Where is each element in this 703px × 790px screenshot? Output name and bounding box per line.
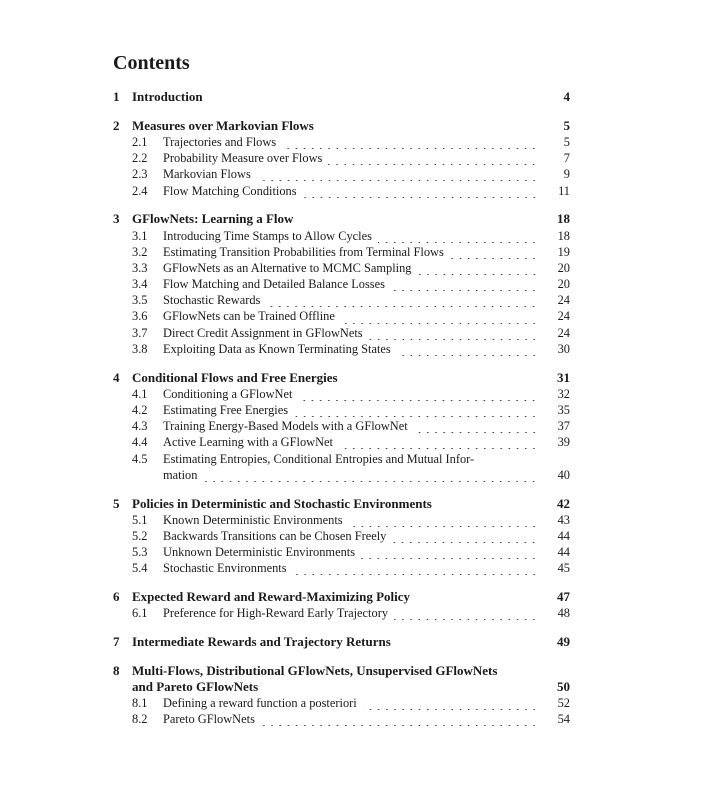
toc-subsection-entry[interactable]: [113, 228, 570, 244]
subsection-page-number: 32: [557, 386, 570, 401]
toc-subsection-entry[interactable]: [113, 341, 570, 357]
subsection-page-number: 54: [557, 712, 570, 727]
subsection-title: Flow Matching Conditions: [163, 183, 297, 198]
dot-leader: [361, 551, 538, 559]
subsection-number: 3.1: [132, 228, 148, 243]
toc-section-entry[interactable]: [113, 589, 570, 605]
subsection-page-number: 18: [557, 228, 570, 243]
toc-subsection-entry[interactable]: [113, 386, 570, 402]
dot-leader: [369, 332, 538, 340]
subsection-title: Defining a reward function a posteriori: [163, 696, 357, 711]
subsection-page-number: 7: [563, 151, 570, 166]
toc-subsection-entry[interactable]: [113, 134, 570, 150]
section-page-number: 47: [557, 589, 570, 605]
subsection-page-number: 37: [557, 419, 570, 434]
subsection-page-number: 45: [557, 561, 570, 576]
dot-leader: [392, 535, 538, 543]
subsection-title: Conditioning a GFlowNet: [163, 386, 293, 401]
subsection-number: 4.5: [132, 451, 148, 466]
subsection-number: 3.3: [132, 260, 148, 275]
toc-section-entry[interactable]: [113, 496, 570, 512]
toc-section-entry[interactable]: [113, 89, 570, 105]
subsection-number: 4.2: [132, 402, 148, 417]
dot-leader: [450, 251, 538, 259]
subsection-number: 5.1: [132, 512, 148, 527]
section-page-number: 5: [563, 117, 570, 133]
section-page-number: 31: [557, 369, 570, 385]
toc-section-entry[interactable]: [113, 663, 570, 679]
dot-leader: [418, 267, 539, 275]
section-number: 3: [113, 211, 120, 227]
subsection-page-number: 44: [557, 528, 570, 543]
subsection-number: 3.8: [132, 341, 148, 356]
subsection-title-continued: mation: [163, 467, 198, 482]
toc-list: [113, 89, 570, 728]
subsection-number: 2.2: [132, 151, 148, 166]
subsection-page-number: 40: [557, 467, 570, 482]
toc-subsection-entry[interactable]: [113, 325, 570, 341]
toc-subsection-entry[interactable]: [113, 560, 570, 576]
subsection-page-number: 30: [557, 341, 570, 356]
dot-leader: [261, 718, 538, 726]
subsection-title: Introducing Time Stamps to Allow Cycles: [163, 228, 372, 243]
section-number: 2: [113, 117, 120, 133]
subsection-number: 8.1: [132, 696, 148, 711]
dot-leader: [298, 393, 538, 401]
section-page-number: 4: [563, 89, 570, 104]
dot-leader: [397, 348, 538, 356]
subsection-number: 5.3: [132, 545, 148, 560]
section-number: 5: [113, 495, 120, 511]
subsection-page-number: 48: [557, 606, 570, 621]
toc-section-entry[interactable]: [113, 370, 570, 386]
section-title: Introduction: [132, 89, 203, 104]
dot-leader: [294, 409, 538, 417]
subsection-number: 3.5: [132, 293, 148, 308]
subsection-page-number: 39: [557, 435, 570, 450]
subsection-title: Unknown Deterministic Environments: [163, 545, 356, 560]
subsection-number: 2.4: [132, 183, 148, 198]
subsection-title: GFlowNets can be Trained Offline: [163, 309, 335, 324]
subsection-page-number: 43: [557, 512, 570, 527]
subsection-title: Direct Credit Assignment in GFlowNets: [163, 325, 363, 340]
toc-subsection-entry[interactable]: [113, 695, 570, 711]
dot-leader: [363, 702, 538, 710]
subsection-number: 5.4: [132, 561, 148, 576]
subsection-page-number: 35: [557, 402, 570, 417]
subsection-title: Pareto GFlowNets: [163, 712, 255, 727]
dot-leader: [257, 173, 538, 181]
subsection-page-number: 52: [557, 696, 570, 711]
dot-leader: [349, 519, 538, 527]
toc-subsection-entry[interactable]: [113, 434, 570, 450]
subsection-title: Training Energy-Based Models with a GFlowNet: [163, 419, 408, 434]
toc-section-entry-continued[interactable]: [113, 679, 570, 695]
subsection-page-number: 9: [563, 167, 570, 182]
toc-subsection-entry[interactable]: [113, 292, 570, 308]
section-title: Conditional Flows and Free Energies: [132, 369, 338, 385]
subsection-title: Probability Measure over Flows: [163, 151, 323, 166]
toc-subsection-entry[interactable]: [113, 260, 570, 276]
subsection-title: Estimating Entropies, Conditional Entropies and Mutual Infor-: [163, 451, 475, 466]
subsection-title: Stochastic Environments: [163, 561, 287, 576]
section-number: 4: [113, 369, 120, 385]
subsection-title: Stochastic Rewards: [163, 293, 261, 308]
section-number: 7: [113, 634, 120, 649]
toc-subsection-entry[interactable]: [113, 512, 570, 528]
section-number: 6: [113, 589, 120, 605]
section-page-number: 49: [557, 634, 570, 649]
table-of-contents: [113, 50, 570, 728]
subsection-page-number: 44: [557, 545, 570, 560]
subsection-number: 2.3: [132, 167, 148, 182]
section-page-number: 50: [557, 678, 570, 694]
toc-section-entry[interactable]: [113, 118, 570, 134]
dot-leader: [414, 425, 538, 433]
subsection-title: Trajectories and Flows: [163, 134, 277, 149]
subsection-number: 8.2: [132, 712, 148, 727]
dot-leader: [339, 441, 538, 449]
subsection-title: Flow Matching and Detailed Balance Losses: [163, 277, 385, 292]
subsection-number: 3.6: [132, 309, 148, 324]
toc-subsection-entry-continued[interactable]: [113, 467, 570, 483]
section-title: Measures over Markovian Flows: [132, 117, 314, 133]
section-title: Expected Reward and Reward-Maximizing Policy: [132, 589, 411, 605]
section-title: Intermediate Rewards and Trajectory Returns: [132, 634, 391, 649]
subsection-page-number: 19: [557, 244, 570, 259]
subsection-page-number: 11: [558, 183, 570, 198]
subsection-title: Exploiting Data as Known Terminating States: [163, 341, 391, 356]
subsection-title: Backwards Transitions can be Chosen Freely: [163, 528, 387, 543]
subsection-page-number: 5: [563, 134, 570, 149]
dot-leader: [394, 612, 538, 620]
subsection-number: 4.1: [132, 386, 148, 401]
toc-subsection-entry[interactable]: [113, 402, 570, 418]
subsection-number: 4.4: [132, 435, 148, 450]
section-title: Multi-Flows, Distributional GFlowNets, Unsupervised GFlowNets: [132, 662, 498, 678]
toc-subsection-entry[interactable]: [113, 544, 570, 560]
toc-subsection-entry[interactable]: [113, 183, 570, 199]
dot-leader: [266, 299, 538, 307]
dot-leader: [391, 283, 538, 291]
dot-leader: [203, 474, 538, 482]
toc-subsection-entry[interactable]: [113, 528, 570, 544]
subsection-number: 3.4: [132, 277, 148, 292]
toc-subsection-entry[interactable]: [113, 308, 570, 324]
section-page-number: 42: [557, 495, 570, 511]
dot-leader: [303, 190, 538, 198]
subsection-page-number: 20: [557, 277, 570, 292]
toc-section-entry[interactable]: [113, 211, 570, 227]
toc-subsection-entry[interactable]: [113, 166, 570, 182]
dot-leader: [378, 235, 538, 243]
section-number: 8: [113, 662, 120, 678]
section-number: 1: [113, 89, 120, 104]
dot-leader: [341, 316, 538, 324]
subsection-page-number: 24: [557, 293, 570, 308]
subsection-page-number: 24: [557, 325, 570, 340]
dot-leader: [293, 567, 538, 575]
dot-leader: [282, 141, 538, 149]
toc-subsection-entry[interactable]: [113, 711, 570, 727]
section-title: GFlowNets: Learning a Flow: [132, 211, 294, 227]
toc-subsection-entry[interactable]: [113, 605, 570, 621]
toc-subsection-entry[interactable]: [113, 276, 570, 292]
subsection-number: 4.3: [132, 419, 148, 434]
subsection-number: 3.7: [132, 325, 148, 340]
toc-section-entry[interactable]: [113, 634, 570, 650]
subsection-page-number: 20: [557, 260, 570, 275]
subsection-title: Markovian Flows: [163, 167, 251, 182]
contents-heading: Contents: [113, 52, 190, 74]
subsection-title: Estimating Transition Probabilities from Terminal Flows: [163, 244, 444, 259]
subsection-title: Preference for High-Reward Early Trajectory: [163, 606, 389, 621]
subsection-number: 2.1: [132, 134, 148, 149]
toc-subsection-entry[interactable]: [113, 150, 570, 166]
subsection-page-number: 24: [557, 309, 570, 324]
toc-subsection-entry[interactable]: [113, 244, 570, 260]
subsection-number: 5.2: [132, 528, 148, 543]
section-title-continued: and Pareto GFlowNets: [132, 678, 259, 694]
subsection-title: GFlowNets as an Alternative to MCMC Sampling: [163, 260, 412, 275]
toc-subsection-entry[interactable]: [113, 451, 570, 467]
subsection-number: 3.2: [132, 244, 148, 259]
toc-subsection-entry[interactable]: [113, 418, 570, 434]
subsection-title: Known Deterministic Environments: [163, 512, 343, 527]
section-title: Policies in Deterministic and Stochastic Environments: [132, 495, 432, 511]
subsection-number: 6.1: [132, 606, 148, 621]
subsection-title: Active Learning with a GFlowNet: [163, 435, 333, 450]
subsection-title: Estimating Free Energies: [163, 402, 289, 417]
section-page-number: 18: [557, 211, 570, 227]
dot-leader: [328, 157, 538, 165]
